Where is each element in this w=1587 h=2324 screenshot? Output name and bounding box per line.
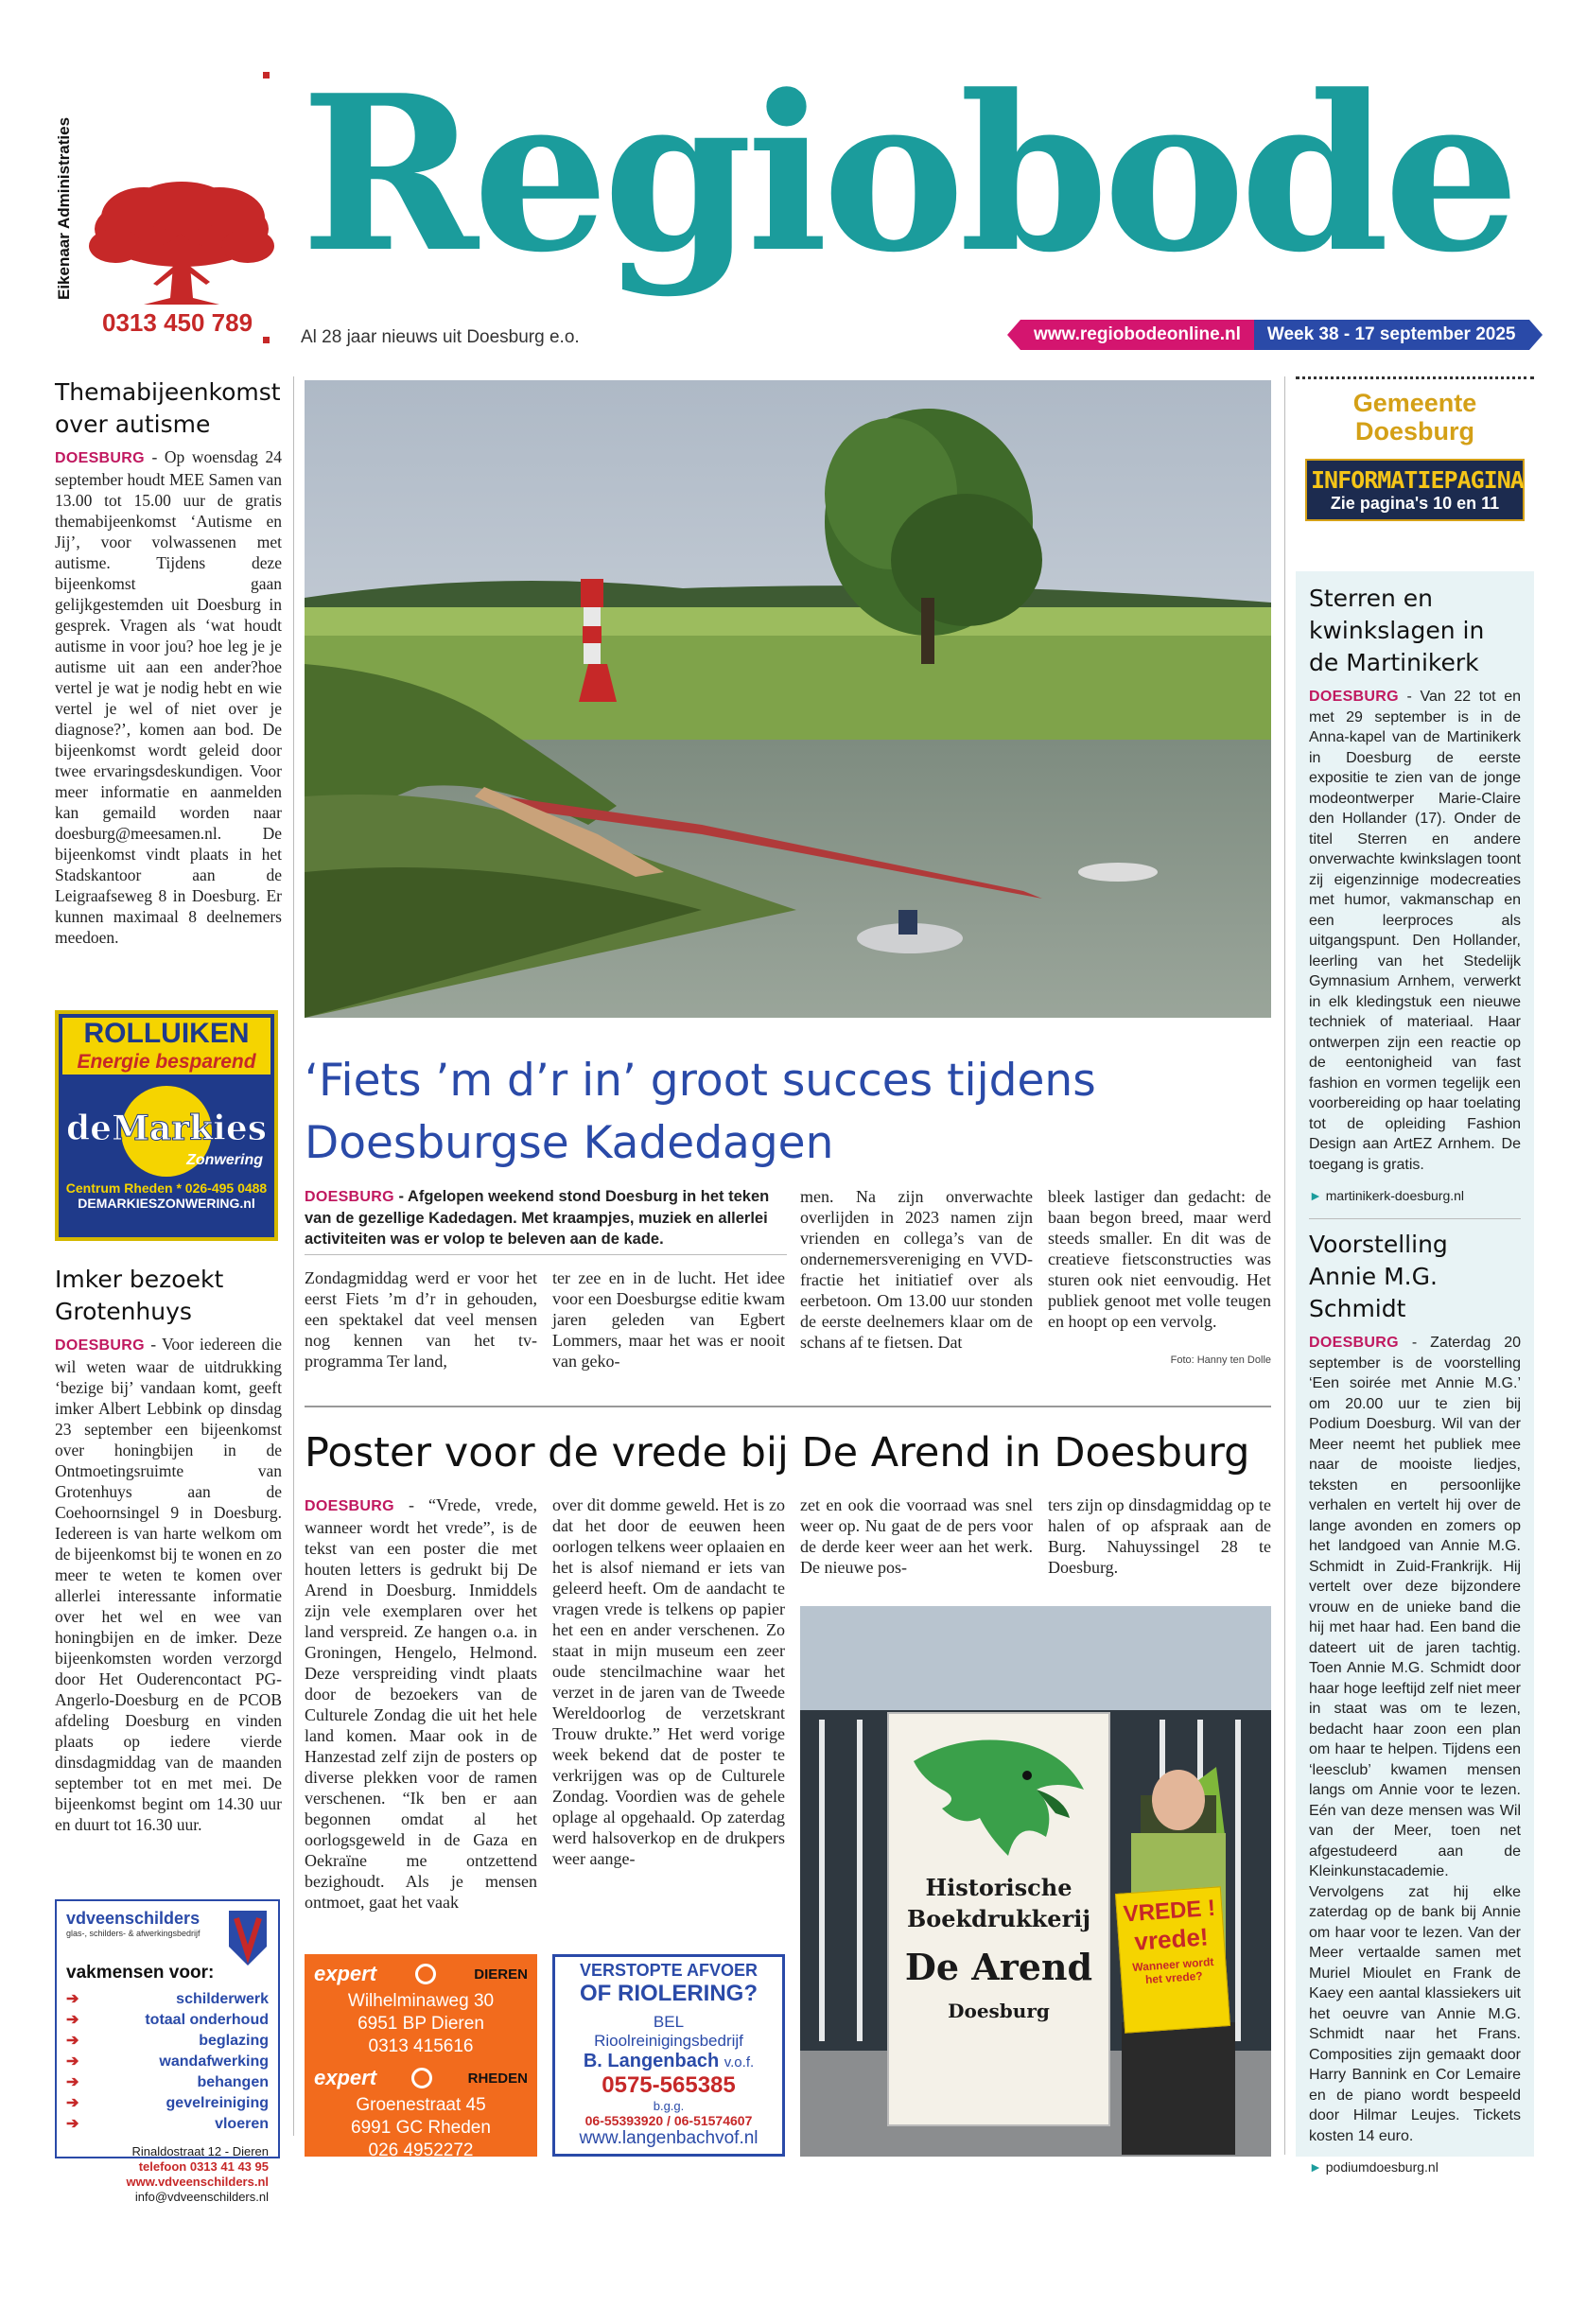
- ad-expert[interactable]: [305, 1954, 537, 2160]
- informatiepagina-box[interactable]: [1305, 459, 1525, 521]
- sidebar-divider: [1309, 1218, 1521, 1219]
- arrow-right-icon: ➔: [66, 2033, 79, 2049]
- lead-intro-rule: [305, 1254, 787, 1255]
- second-col-1: [305, 1494, 537, 1913]
- banner-line-1: Historische: [925, 1874, 1073, 1901]
- article-title-annie: Voorstelling Annie M.G. Schmidt: [1309, 1231, 1448, 1322]
- vdveen-brand: vdveenschilders: [66, 1909, 201, 1928]
- arend-photo: [800, 1606, 1271, 2157]
- second-col-4: ters zijn op dinsdagmiddag op te halen of op afspraak aan de Burg. Nahuyssingel 28 te Doesburg.: [1048, 1495, 1271, 1577]
- ad-vdveenschilders[interactable]: [55, 1899, 280, 2204]
- arrow-right-icon: ➔: [66, 2116, 79, 2132]
- expert-address-2: Groenestraat 45 6991 GC Rheden 026 4952272: [351, 2095, 491, 2160]
- rolluiken-headline: ROLLUIKEN: [62, 1018, 270, 1050]
- second-col-3: zet en ook die voorraad was snel weer op. Nu gaat de de pers voor de derde keer weer aan het werk. De nieuwe pos-: [800, 1495, 1033, 1577]
- expert-address-1: Wilhelminaweg 30 6951 BP Dieren 0313 415616: [347, 1991, 495, 2056]
- masthead-tagline: Al 28 jaar nieuws uit Doesburg e.o.: [301, 327, 580, 347]
- rolluiken-url[interactable]: DEMARKIESZONWERING.nl: [78, 1196, 255, 1211]
- vdveen-address: Rinaldostraat 12 - Dieren: [131, 2144, 269, 2158]
- langenbach-mobiles[interactable]: 06-55393920 / 06-51574607: [584, 2113, 753, 2128]
- masthead-title: Regiobode: [301, 49, 1514, 300]
- vdveen-logo-v: [227, 1909, 269, 1967]
- place-tag: DOESBURG: [305, 1189, 394, 1205]
- vdveen-footer: [66, 2144, 269, 2205]
- banner-left-tip: [1007, 320, 1020, 350]
- poster-line-2: vrede!: [1133, 1922, 1210, 1956]
- article-title-autisme: Themabijeenkomst over autisme: [55, 378, 281, 438]
- left-column-rule: [293, 376, 294, 2136]
- lead-headline: [305, 1050, 1271, 1175]
- banner-line-2: Boekdrukkerij: [906, 1905, 1091, 1932]
- service-item: ➔ gevelreiniging: [66, 2093, 269, 2114]
- expert-logo-icon: [411, 2068, 432, 2088]
- article-body-martinikerk: [1309, 687, 1521, 1175]
- service-item: ➔ behangen: [66, 2072, 269, 2093]
- lead-col-2: ter zee en in de lucht. Het idee voor een Doesburgse editie kwam jaren geleden van Egbert Lommers, maar het was er nooit van geko-: [552, 1268, 785, 1371]
- service-item: ➔ beglazing: [66, 2031, 269, 2052]
- place-tag: DOESBURG: [55, 450, 145, 466]
- eagle-icon: [904, 1723, 1093, 1865]
- martinikerk-link[interactable]: ► martinikerk-doesburg.nl: [1309, 1188, 1465, 1203]
- website-link[interactable]: www.regiobodeonline.nl: [1020, 320, 1254, 350]
- section-rule: [305, 1406, 1271, 1407]
- lead-col-4: bleek lastiger dan gedacht: de baan begon breed, maar werd steeds smaller. En dit was de creatieve fietsconstructies was sturen ook niet eenvoudig. Het publiek genoot met volle teugen en hoopt op een vervolg.: [1048, 1187, 1271, 1331]
- service-item: ➔ schilderwerk: [66, 1989, 269, 2010]
- gemeente-block: [1296, 376, 1534, 521]
- lead-col-1: Zondagmiddag werd er voor het eerst Fiets ’m d’r in gehouden, een spektakel dat veel mensen nog kennen van het tv-programma Ter land,: [305, 1268, 537, 1371]
- left-column: [55, 376, 282, 948]
- arrow-right-icon: ►: [1309, 1188, 1322, 1203]
- arrow-right-icon: ➔: [66, 2074, 79, 2090]
- expert-loc-2: RHEDEN: [467, 2070, 528, 2087]
- langenbach-web[interactable]: www.langenbachvof.nl: [579, 2128, 759, 2148]
- article-title-imker: Imker bezoekt Grotenhuys: [55, 1266, 224, 1325]
- arrow-right-icon: ➔: [66, 1991, 79, 2007]
- gemeente-line-1: Gemeente: [1352, 389, 1477, 417]
- lead-intro: [305, 1186, 787, 1249]
- expert-brand: expert: [314, 1962, 377, 1985]
- vdveen-email[interactable]: info@vdveenschilders.nl: [134, 2190, 269, 2204]
- arrow-right-icon: ➔: [66, 2053, 79, 2070]
- service-item: ➔ wandafwerking: [66, 2052, 269, 2072]
- masthead-banner: [1007, 320, 1543, 350]
- langenbach-company-1: Rioolreinigingsbedrijf: [594, 2032, 743, 2050]
- banner-line-4: Doesburg: [948, 2000, 1050, 2022]
- expert-brand: expert: [314, 2066, 377, 2089]
- article-title-martinikerk: Sterren en kwinkslagen in de Martinikerk: [1309, 585, 1485, 676]
- vrede-poster: [1115, 1886, 1230, 2033]
- informatiepagina-title: INFORMATIEPAGINA: [1311, 466, 1524, 494]
- lead-photo-scene: [305, 380, 1271, 1018]
- demarkies-logo: [62, 1082, 270, 1177]
- demarkies-sub: Zonwering: [186, 1152, 263, 1168]
- lead-headline-line1: ‘Fiets ’m d’r in’ groot succes tijdens: [305, 1055, 1096, 1107]
- masthead-red-marker-bottom: [263, 337, 270, 343]
- masthead-red-marker-top: [263, 72, 270, 79]
- left-column-2: [55, 1264, 282, 1835]
- expert-row-2: [314, 2066, 528, 2090]
- right-column-rule: [1284, 376, 1285, 2155]
- gemeente-line-2: Doesburg: [1354, 417, 1474, 446]
- arrow-right-icon: ►: [1309, 2159, 1322, 2175]
- article-body-annie: [1309, 1333, 1521, 2146]
- rolluiken-contact: Centrum Rheden * 026-495 0488: [65, 1180, 268, 1196]
- sponsor-phone: 0313 450 789: [102, 308, 253, 337]
- second-col-1-text: - “Vrede, vrede, wanneer wordt het vrede”, is de tekst van een poster die met houten letters is gedrukt bij De Arend in Doesburg. Inmiddels zijn vele exemplaren over het land verspreid. Ze hangen o.a. in Groningen, Hengelo, Helmond. Deze verspreiding vindt plaats door de bezoekers van de Culturele Zondag die uit het hele land komen. Maar ook in de Hanzestad zelf zijn de posters op diverse plekken voor de ramen verschenen. “Ik ben er aan begonnen omdat al het oorlogsgeweld in de Gaza en Oekraïne me ontzettend bezighoudt. Als je mensen ontmoet, gaat het vaak: [305, 1495, 537, 1912]
- expert-row-1: [314, 1962, 528, 1986]
- second-headline: Poster voor de vrede bij De Arend in Doesburg: [305, 1429, 1250, 1477]
- place-tag: DOESBURG: [55, 1337, 145, 1354]
- article-body-autisme: [55, 446, 282, 948]
- vdveen-tagline: glas-, schilders- & afwerkingsbedrijf: [66, 1929, 201, 1938]
- article-text: - Op woensdag 24 september houdt MEE Samen van 13.00 tot 15.00 uur de gratis themabijeenkomst ‘Autisme en Jij’, voor volwassenen met autisme. Tijdens deze bijeenkomst gaan gelijkgestemden uit Doesburg in gesprek. Vragen als ‘wat houdt autisme in voor jou? hoe leg je je autisme uit aan een ander?hoe vertel je wat je nodig hebt en wie vertel je wel of niet over je diagnose?’, komen aan bod. De bijeenkomst wordt geleid door twee ervaringsdeskundigen. Voor meer informatie en aanmelden kan gemaild worden naar doesburg@meesamen.nl. De bijeenkomst vindt plaats in het Stadskantoor aan de Leigraafseweg 8 in Doesburg. Er kunnen maximaal 8 deelnemers meedoen.: [55, 447, 282, 947]
- ad-langenbach[interactable]: [552, 1954, 785, 2157]
- sponsor-vertical-label: Eikenaar Administraties: [55, 116, 73, 300]
- langenbach-line-1: VERSTOPTE AFVOER: [579, 1961, 759, 1980]
- demarkies-brand: deMarkies: [65, 1109, 267, 1148]
- arend-banner: [887, 1712, 1110, 2126]
- tree-logo: [87, 180, 276, 310]
- rolluiken-subline: Energie besparend: [62, 1050, 270, 1075]
- article-text: - Voor iedereen die wil weten waar de uitdrukking ‘bezige bij’ vandaan komt, geeft imker Albert Lebbink op dinsdag 23 september een bijeenkomst over honingbijen in de Ontmoetingsruimte van Grotenhuys aan de Coehoornsingel 9 in Doesburg. Iedereen is van harte welkom om de bijeenkomst bij te wonen en zo meer te weten te komen over allerlei interessante informatie over het wel en wee van honingbijen en de imker. Deze bijeenkomsten worden verzorgd door Het Ouderencontact PG-Angerlo-Doesburg en de PCOB afdeling Doesburg en vinden plaats op iedere vierde dinsdagmiddag van de maanden september tot en met mei. De bijeenkomst begint om 14.30 uur en duurt tot 16.30 uur.: [55, 1335, 282, 1834]
- arrow-right-icon: ➔: [66, 2012, 79, 2028]
- service-item: ➔ totaal onderhoud: [66, 2010, 269, 2031]
- vdveen-services: [66, 1989, 269, 2135]
- place-tag: DOESBURG: [1309, 1335, 1399, 1351]
- article-body-imker: [55, 1334, 282, 1835]
- langenbach-call: BEL: [653, 2013, 685, 2031]
- second-col-2: over dit domme geweld. Het is zo dat het door de eeuwen heen oorlogen telkens weer oplaaien en het is alsof niemand er iets van geleerd heeft. Om de aandacht te vragen vrede is telkens op papier het een en ander verschenen. Zo staat in mijn museum een zeer oude stencilmachine waar het verzet in de jaren van de Tweede Wereldoorlog de verzetskrant Trouw drukte.” Het werd vorige week bekend dat de poster te verkrijgen was op de Culturele Zondag. Voordien was de gehele oplage al opgehaald. Op zaterdag werd halsoverkop en de drukpers weer aange-: [552, 1495, 785, 1868]
- expert-loc-1: DIEREN: [474, 1966, 528, 1983]
- place-tag: DOESBURG: [1309, 689, 1399, 705]
- photo-credit: Foto: Hanny ten Dolle: [1170, 1354, 1271, 1366]
- lead-intro-text: - Afgelopen weekend stond Doesburg in het teken van de gezellige Kadedagen. Met kraampjes, muziek en allerlei activiteiten was er volop te beleven aan de kade.: [305, 1188, 770, 1248]
- langenbach-line-2: OF RIOLERING?: [580, 1981, 758, 2006]
- ad-rolluiken[interactable]: [55, 1010, 278, 1241]
- informatiepagina-sub: Zie pagina's 10 en 11: [1330, 494, 1500, 513]
- vdveen-web[interactable]: www.vdveenschilders.nl: [126, 2175, 269, 2189]
- article-text: - Zaterdag 20 september is de voorstelling ‘Een soirée met Annie M.G.’ om 20.00 uur te zien bij Podium Doesburg. Wil van der Meer neemt het publiek mee naar de mooiste liedjes, teksten en persoonlijke verhalen en vertelt hij over de lange avonden en zomers op het landgoed van Annie M.G. Schmidt in Zuid-Frankrijk. Hij vertelt over deze bijzondere vrouw en de unieke band die hij met haar had. Een band die dateert uit de jaren tachtig. Toen Annie M.G. Schmidt door haar hoge leeftijd zelf niet meer in staat was om te lezen, bedacht haar zoon een plan om haar te helpen. Tijdens een ‘leesclub’ kwamen mensen langs om Annie voor te lezen. Eén van deze mensen was Wil van der Meer, toen net afgestudeerd aan de Kleinkunstacademie. Vervolgens zat hij elke zaterdag op de bank bij Annie om haar voor te lezen. Van der Meer vertaalde samen met Muriel Mioulet en Frank de Kaey een aantal klassiekers uit het oeuvre van Annie M.G. Schmidt naar het Frans. Composities zijn gemaakt door Harry Bannink en Cor Lemaire en de piano wordt bespeeld door Hilmar Leujes. Tickets kosten 14 euro.: [1309, 1335, 1521, 2144]
- vdveen-phone: telefoon 0313 41 43 95: [138, 2159, 269, 2174]
- podium-link[interactable]: ► podiumdoesburg.nl: [1309, 2159, 1439, 2175]
- lead-headline-line2: Doesburgse Kadedagen: [305, 1117, 834, 1169]
- vdveen-heading: vakmensen voor:: [66, 1963, 215, 1983]
- right-sidebar: [1296, 571, 1534, 2175]
- banner-line-3: De Arend: [904, 1946, 1093, 1988]
- lead-col-3: men. Na zijn onverwachte overlijden in 2023 namen zijn vrienden en collega’s van de ondernemersvereniging en VVD-fractie het initiatief over als eerbetoon. Om 13.00 uur stonden de eerste deelnemers klaar om de schans af te fietsen. Dat: [800, 1187, 1033, 1352]
- place-tag: DOESBURG: [305, 1498, 394, 1514]
- arrow-right-icon: ➔: [66, 2095, 79, 2111]
- banner-right-tip: [1529, 320, 1543, 350]
- poster-line-3: Wanneer wordt het vrede?: [1131, 1954, 1214, 1987]
- week-date: Week 38 - 17 september 2025: [1254, 320, 1529, 350]
- expert-logo-icon: [415, 1964, 436, 1984]
- article-text: - Van 22 tot en met 29 september is in de Anna-kapel van de Martinikerk in Doesburg de eerste expositie te zien van de jonge modeontwerper Marie-Claire den Hollander (17). Onder de titel Sterren en andere onverwachte kwinkslagen toont zij eigenzinnige modecreaties met humor, vakmanschap en een leerproces als uitgangspunt. Den Hollander, leerling van het Stedelijk Gymnasium Arnhem, verwerkt in elk kledingstuk een nieuwe techniek of materiaal. Haar ontwerpen zijn een reactie op de eentonigheid van fast fashion en vormen tegelijk een voorbereiding op haar toelating tot de opleiding Fashion Design aan ArtEZ Arnhem. De toegang is gratis.: [1309, 689, 1521, 1173]
- langenbach-phone[interactable]: 0575-565385: [602, 2072, 736, 2098]
- service-item: ➔ vloeren: [66, 2114, 269, 2135]
- langenbach-bgg: b.g.g.: [653, 2099, 685, 2113]
- poster-line-1: VREDE !: [1122, 1895, 1216, 1928]
- lead-photo: [305, 380, 1271, 1018]
- langenbach-company-2: B. Langenbach v.o.f.: [583, 2051, 755, 2071]
